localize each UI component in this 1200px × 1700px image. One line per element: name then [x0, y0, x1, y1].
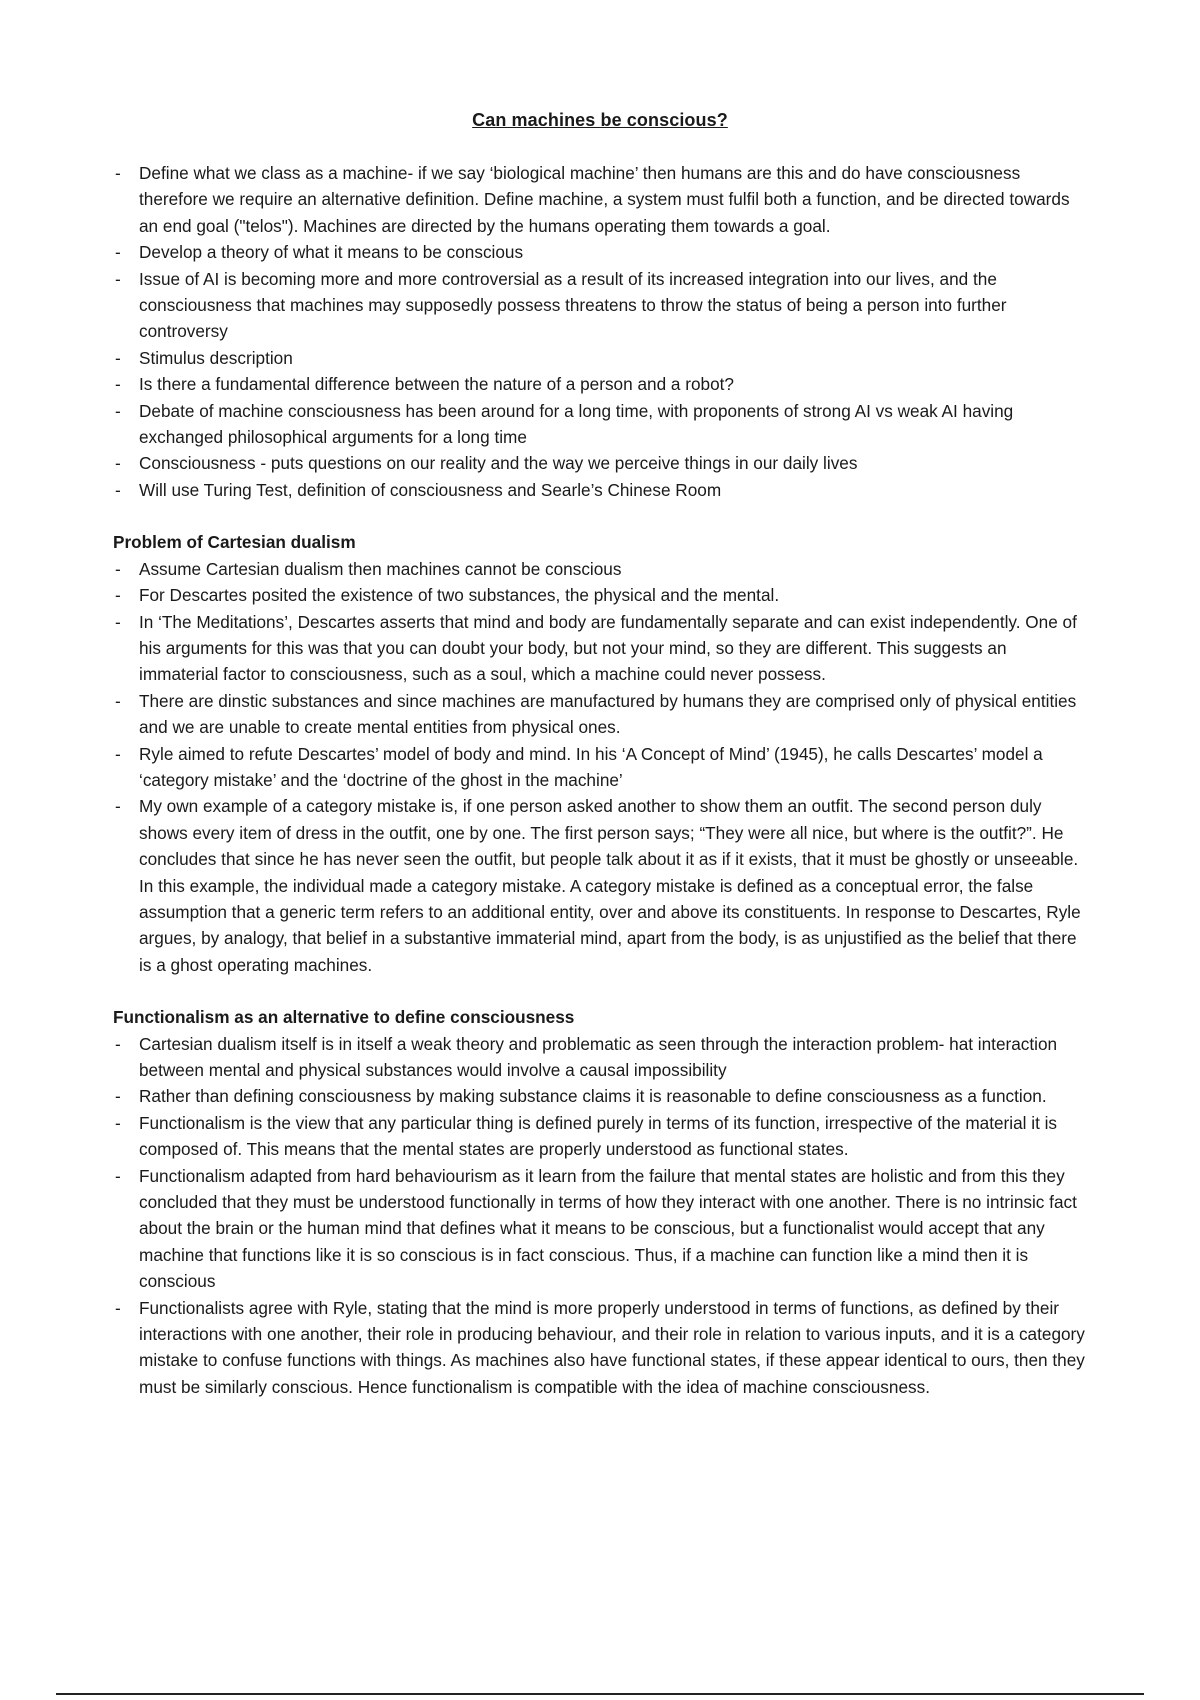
bullet-text: Issue of AI is becoming more and more controversial as a result of its increased integration into our lives, and the consciousness that machines may supposedly possess threatens to throw the status of being a person into further controversy [139, 268, 1007, 342]
bullet-marker: - [115, 796, 121, 817]
bullet-text: Stimulus description [139, 347, 293, 368]
bullet-text: In ‘The Meditations’, Descartes asserts that mind and body are fundamentally separate and can exist independently. One of his arguments for this was that you can doubt your body, but not your mind, so they are different. This suggests an immaterial factor to consciousness, such as a soul, which a machine could never possess. [139, 611, 1077, 685]
list-item [113, 1163, 1088, 1295]
list-item [113, 477, 1088, 503]
list-item [113, 1295, 1088, 1401]
list-item [113, 239, 1088, 265]
section-bullet-list [113, 1031, 1088, 1401]
list-item [113, 266, 1088, 345]
bullet-text: Rather than defining consciousness by making substance claims it is reasonable to define consciousness as a function. [139, 1086, 1047, 1107]
list-item [113, 450, 1088, 476]
bullet-marker: - [115, 163, 121, 183]
list-item [113, 1083, 1088, 1109]
bullet-marker: - [115, 347, 121, 368]
list-item [113, 345, 1088, 371]
bullet-text: Ryle aimed to refute Descartes’ model of body and mind. In his ‘A Concept of Mind’ (1945), he calls Descartes’ model a ‘category mistake’ and the ‘doctrine of the ghost in the machine’ [139, 743, 1043, 790]
document-body [113, 160, 1088, 1400]
bullet-text: Cartesian dualism itself is in itself a weak theory and problematic as seen through the interaction problem- hat interaction between mental and physical substances would involve a causal impossibility [139, 1033, 1058, 1080]
bullet-text: My own example of a category mistake is, if one person asked another to show them an outfit. The second person duly shows every item of dress in the outfit, one by one. The first person says; “They were all nice, but where is the outfit?”. He concludes that since he has never seen the outfit, but people talk about it as if it exists, that it must be ghostly or unseeable. In this example, the individual made a category mistake. A category mistake is defined as a conceptual error, the false assumption that a generic term refers to an additional entity, over and above its constituents. In response to Descartes, Ryle argues, by analogy, that belief in a substantive immaterial mind, apart from the body, is as unjustified as the belief that there is a ghost operating machines. [139, 796, 1081, 975]
list-item [113, 582, 1088, 608]
bullet-text: Functionalism adapted from hard behaviourism as it learn from the failure that mental states are holistic and from this they concluded that they must be understood functionally in terms of how they interact with one another. There is no intrinsic fact about the brain or the human mind that defines what it means to be conscious, but a functionalist would accept that any machine that functions like it is so conscious is in fact conscious. Thus, if a machine can function like a mind then it is conscious [139, 1165, 1077, 1292]
bullet-marker: - [115, 611, 121, 632]
bullet-marker: - [115, 242, 121, 263]
section-heading: Problem of Cartesian dualism [113, 532, 356, 553]
bullet-marker: - [115, 1086, 121, 1107]
list-item [113, 793, 1088, 978]
section-heading: Functionalism as an alternative to define consciousness [113, 1007, 575, 1028]
bullet-marker: - [115, 268, 121, 289]
bullet-text: Define what we class as a machine- if we say ‘biological machine’ then humans are this and do have consciousness therefore we require an alternative definition. Define machine, a system must fulfil both a function, and be directed towards an end goal ("telos"). Machines are directed by the humans operating them towards a goal. [139, 163, 1070, 236]
section-bullet-list [113, 556, 1088, 979]
bottom-divider [56, 1693, 1144, 1695]
bullet-text: Consciousness - puts questions on our reality and the way we perceive things in our daily lives [139, 453, 858, 474]
section-cartesian-dualism [113, 529, 1088, 978]
bullet-marker: - [115, 585, 121, 606]
bullet-text: Functionalism is the view that any particular thing is defined purely in terms of its function, irrespective of the material it is composed of. This means that the mental states are properly understood as functional states. [139, 1112, 1058, 1160]
bullet-marker: - [115, 558, 121, 579]
bullet-marker: - [115, 400, 121, 421]
bullet-text: For Descartes posited the existence of two substances, the physical and the mental. [139, 585, 780, 606]
bullet-marker: - [115, 453, 121, 474]
bullet-text: Will use Turing Test, definition of consciousness and Searle’s Chinese Room [139, 479, 722, 500]
list-item [113, 609, 1088, 688]
bullet-marker: - [115, 1165, 121, 1186]
bullet-marker: - [115, 690, 121, 711]
list-item [113, 741, 1088, 794]
list-item [113, 1031, 1088, 1084]
bullet-text: There are dinstic substances and since machines are manufactured by humans they are comprised only of physical entities and we are unable to create mental entities from physical ones. [139, 690, 1077, 738]
bullet-marker: - [115, 374, 121, 395]
bullet-text: Assume Cartesian dualism then machines cannot be conscious [139, 558, 622, 579]
intro-bullet-list [113, 160, 1088, 503]
list-item [113, 1110, 1088, 1163]
list-item [113, 160, 1088, 239]
bullet-text: Is there a fundamental difference between the nature of a person and a robot? [139, 374, 734, 395]
bullet-marker: - [115, 479, 121, 500]
bullet-marker: - [115, 1297, 121, 1318]
section-functionalism [113, 1004, 1088, 1400]
list-item [113, 398, 1088, 451]
list-item [113, 371, 1088, 397]
bullet-text: Develop a theory of what it means to be conscious [139, 242, 524, 263]
document-title: Can machines be conscious? [472, 110, 728, 130]
bullet-text: Functionalists agree with Ryle, stating that the mind is more properly understood in terms of functions, as defined by their interactions with one another, their role in producing behaviour, and their role in relation to various inputs, and it is a category mistake to confuse functions with things. As machines also have functional states, if these appear identical to ours, then they must be similarly conscious. Hence functionalism is compatible with the idea of machine consciousness. [139, 1297, 1085, 1397]
bullet-marker: - [115, 743, 121, 764]
bullet-marker: - [115, 1033, 121, 1054]
bullet-marker: - [115, 1112, 121, 1133]
list-item [113, 688, 1088, 741]
list-item [113, 556, 1088, 582]
bullet-text: Debate of machine consciousness has been around for a long time, with proponents of strong AI vs weak AI having exchanged philosophical arguments for a long time [139, 400, 1014, 448]
